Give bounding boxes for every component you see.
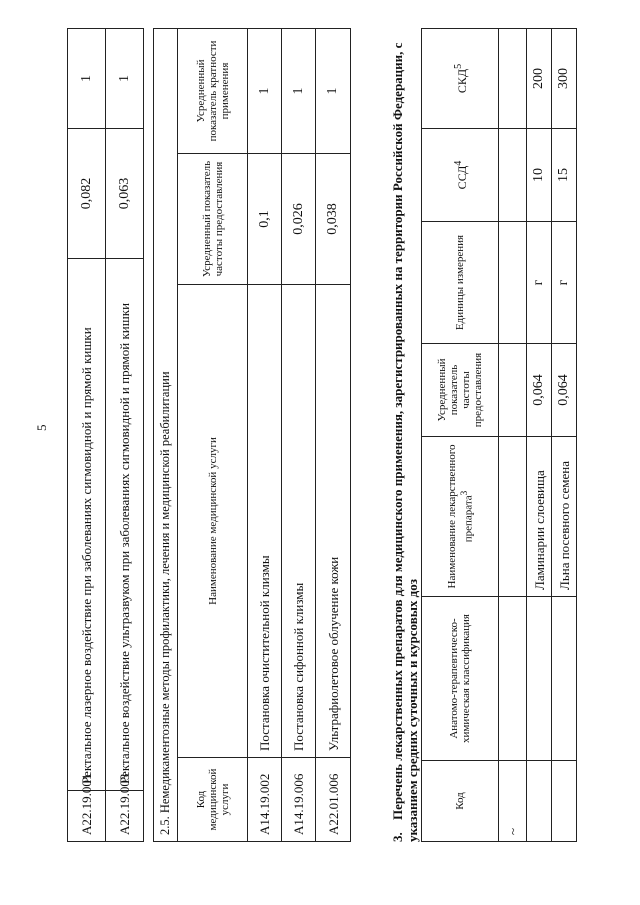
col-header-name: Наименование медицинской услуги — [178, 285, 248, 758]
col-header-code: Код медицинской услуги — [178, 758, 248, 842]
empty-cell — [499, 129, 527, 222]
empty-cell — [499, 344, 527, 437]
col-header-frequency: Усредненный показатель частоты предоставления — [422, 344, 499, 437]
table-header-row — [178, 28, 248, 841]
multiplicity-value: 1 — [68, 29, 106, 129]
multiplicity-value: 1 — [248, 28, 282, 153]
unit-value: г — [552, 222, 577, 344]
empty-cell — [552, 597, 577, 761]
frequency-value: 0,038 — [316, 154, 351, 285]
unit-value: г — [527, 222, 552, 344]
service-code: A14.19.006 — [282, 758, 316, 842]
empty-cell — [527, 761, 552, 842]
drug-name: Льна посевного семена — [552, 437, 577, 597]
drug-name: Ламинарии слоевища — [527, 437, 552, 597]
skd-value: 200 — [527, 29, 552, 129]
section-title: 2.5. Немедикаментозные методы профилактики, лечения и медицинской реабилитации — [154, 28, 178, 841]
table-row — [68, 29, 106, 842]
multiplicity-value: 1 — [316, 28, 351, 153]
col-header-unit: Единицы измерения — [422, 222, 499, 344]
section-2-5-table — [153, 28, 351, 842]
col-header-ssd — [422, 129, 499, 222]
empty-cell — [527, 597, 552, 761]
footnote-mark: 5 — [452, 63, 464, 69]
multiplicity-value: 1 — [106, 29, 144, 129]
frequency-value: 0,064 — [552, 344, 577, 437]
table-row — [248, 28, 282, 841]
table-row — [282, 28, 316, 841]
procedures-table-continued — [67, 28, 144, 842]
empty-cell — [499, 222, 527, 344]
col-header-atc: Анатомо-терапевтическо-химическая классификация — [422, 597, 499, 761]
skd-value: 300 — [552, 29, 577, 129]
table-row — [106, 29, 144, 842]
table-row — [499, 29, 527, 842]
table-row — [552, 29, 577, 842]
service-name: Постановка очистительной клизмы — [248, 285, 282, 758]
drugs-table — [421, 28, 577, 842]
empty-cell — [499, 597, 527, 761]
footnote-mark: 4 — [452, 160, 464, 166]
service-name: Ректальное воздействие ультразвуком при заболеваниях сигмовидной и прямой кишки — [106, 259, 144, 791]
table-header-row — [422, 29, 499, 842]
col-header-drug-text: Наименование лекарственного препарата — [445, 444, 475, 589]
table-row — [316, 28, 351, 841]
frequency-value: 0,063 — [106, 129, 144, 259]
col-header-code: Код — [422, 761, 499, 842]
service-name: Ректальное лазерное воздействие при заболеваниях сигмовидной и прямой кишки — [68, 259, 106, 791]
service-code: A14.19.002 — [248, 758, 282, 842]
service-code: A22.19.001 — [68, 791, 106, 842]
frequency-value: 0,064 — [527, 344, 552, 437]
ssd-value: 15 — [552, 129, 577, 222]
empty-cell — [499, 29, 527, 129]
col-header-drug — [422, 437, 499, 597]
col-header-frequency: Усредненный показатель частоты предоставления — [178, 154, 248, 285]
empty-cell — [552, 761, 577, 842]
col-header-skd — [422, 29, 499, 129]
page-number: 5 — [34, 424, 49, 431]
multiplicity-value: 1 — [282, 28, 316, 153]
section-3-number: 3. — [390, 832, 405, 842]
col-header-skd-text: СКД — [454, 68, 469, 94]
drug-code: ~ — [499, 761, 527, 842]
service-code: A22.01.006 — [316, 758, 351, 842]
empty-cell — [499, 437, 527, 597]
frequency-value: 0,082 — [68, 129, 106, 259]
col-header-multiplicity: Усредненный показатель кратности применения — [178, 28, 248, 153]
table-row — [154, 28, 178, 841]
service-code: A22.19.003 — [106, 791, 144, 842]
frequency-value: 0,026 — [282, 154, 316, 285]
service-name: Ультрафиолетовое облучение кожи — [316, 285, 351, 758]
footnote-mark: 3 — [458, 490, 469, 496]
section-3-heading — [391, 12, 420, 842]
ssd-value: 10 — [527, 129, 552, 222]
section-3-title: Перечень лекарственных препаратов для медицинского применения, зарегистрированных на территории Российской Федерации, с указанием средних суточных и курсовых доз — [390, 42, 420, 842]
frequency-value: 0,1 — [248, 154, 282, 285]
table-row — [527, 29, 552, 842]
service-name: Постановка сифонной клизмы — [282, 285, 316, 758]
col-header-ssd-text: ССД — [454, 165, 469, 190]
